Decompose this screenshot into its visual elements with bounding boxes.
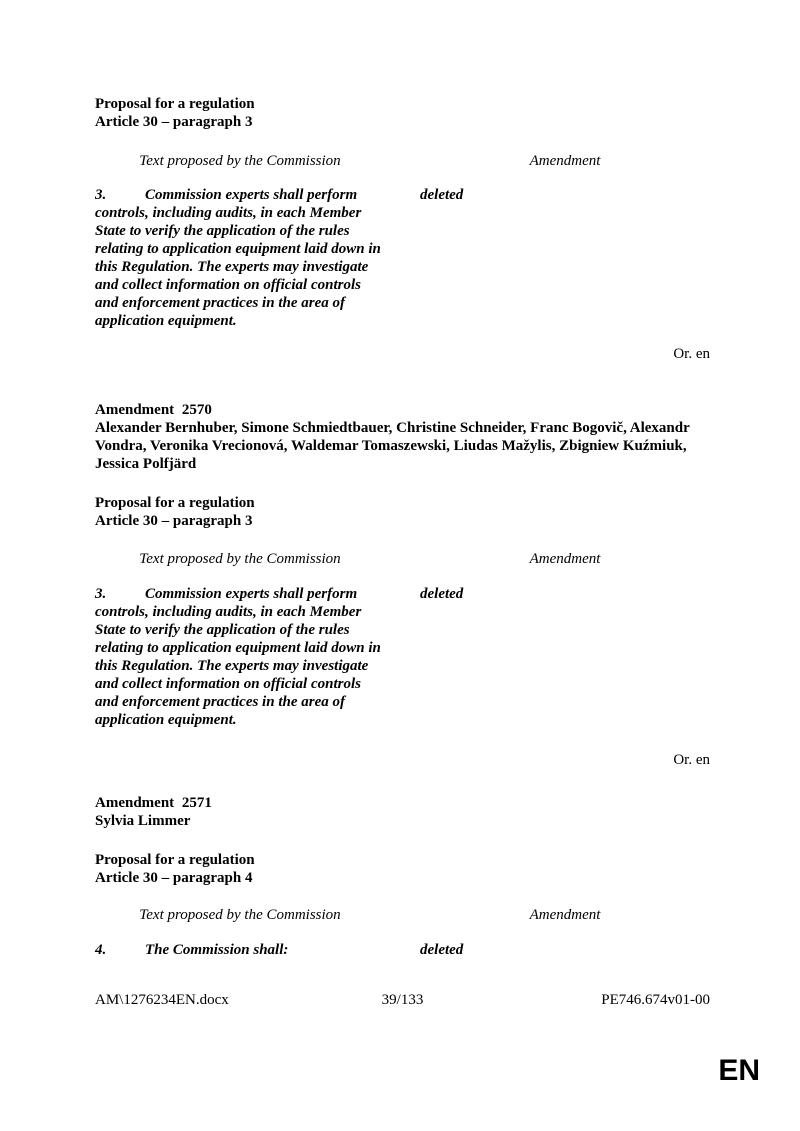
proposal-heading: Proposal for a regulation xyxy=(95,495,255,511)
paragraph-number: 3. xyxy=(95,187,107,203)
footer-document-ref: AM\1276234EN.docx xyxy=(95,992,229,1008)
origin-language-note: Or. en xyxy=(673,346,710,362)
amendment-table-row xyxy=(95,941,710,959)
proposal-heading: Proposal for a regulation xyxy=(95,852,255,868)
amendment-header xyxy=(95,794,710,830)
commission-text-content: Commission experts shall perform controls, including audits, in each Member State to verify the application of the rules relating to application equipment laid down in this Regulation. The experts may investigate and collect information on official controls and enforcement practices in the area of application equipment. xyxy=(95,586,381,728)
footer-page-number: 39/133 xyxy=(381,992,424,1008)
amendment-entry-2 xyxy=(95,401,710,769)
column-header-amendment: Amendment xyxy=(529,907,601,923)
article-heading: Article 30 – paragraph 3 xyxy=(95,114,253,130)
amendment-table-row xyxy=(95,585,710,729)
column-gap xyxy=(385,550,420,568)
proposal-heading-block xyxy=(95,95,710,131)
amendment-header xyxy=(95,401,710,473)
column-gap xyxy=(385,152,420,170)
language-badge: EN xyxy=(718,1054,760,1087)
column-headers xyxy=(95,550,710,568)
column-header-amendment: Amendment xyxy=(529,153,601,169)
amendment-number-label: Amendment 2570 xyxy=(95,402,212,418)
column-header-amendment: Amendment xyxy=(529,551,601,567)
proposal-heading-block xyxy=(95,851,710,887)
amendment-text: deleted xyxy=(420,187,464,203)
amendment-authors: Alexander Bernhuber, Simone Schmiedtbauer, Christine Schneider, Franc Bogovič, Alexandr Vondra, Veronika Vrecionová, Waldemar Tomaszewski, Liudas Mažylis, Zbigniew Kuźmiuk, Jessica Polfjärd xyxy=(95,420,690,472)
column-gap xyxy=(385,585,420,729)
amendment-number-label: Amendment 2571 xyxy=(95,795,212,811)
column-gap xyxy=(385,186,420,330)
column-header-commission: Text proposed by the Commission xyxy=(139,153,341,169)
amendment-text: deleted xyxy=(420,942,464,958)
commission-text-content: Commission experts shall perform controls, including audits, in each Member State to verify the application of the rules relating to application equipment laid down in this Regulation. The experts may investigate and collect information on official controls and enforcement practices in the area of application equipment. xyxy=(95,187,381,329)
column-header-commission: Text proposed by the Commission xyxy=(139,551,341,567)
commission-text xyxy=(95,585,385,729)
article-heading: Article 30 – paragraph 4 xyxy=(95,870,253,886)
page-footer xyxy=(95,991,710,1009)
amendment-text: deleted xyxy=(420,586,464,602)
origin-language-note: Or. en xyxy=(673,752,710,768)
amendment-entry-1 xyxy=(95,95,710,363)
paragraph-number: 4. xyxy=(95,942,107,958)
commission-text xyxy=(95,941,385,959)
column-gap xyxy=(385,906,420,924)
amendment-table-row xyxy=(95,186,710,330)
column-gap xyxy=(385,941,420,959)
column-headers xyxy=(95,152,710,170)
proposal-heading: Proposal for a regulation xyxy=(95,96,255,112)
column-headers xyxy=(95,906,710,924)
footer-pe-ref: PE746.674v01-00 xyxy=(601,992,710,1008)
column-header-commission: Text proposed by the Commission xyxy=(139,907,341,923)
commission-text-content: The Commission shall: xyxy=(145,942,289,958)
paragraph-number: 3. xyxy=(95,586,107,602)
article-heading: Article 30 – paragraph 3 xyxy=(95,513,253,529)
amendment-entry-3 xyxy=(95,794,710,959)
commission-text xyxy=(95,186,385,330)
amendment-authors: Sylvia Limmer xyxy=(95,813,191,829)
proposal-heading-block xyxy=(95,494,710,530)
